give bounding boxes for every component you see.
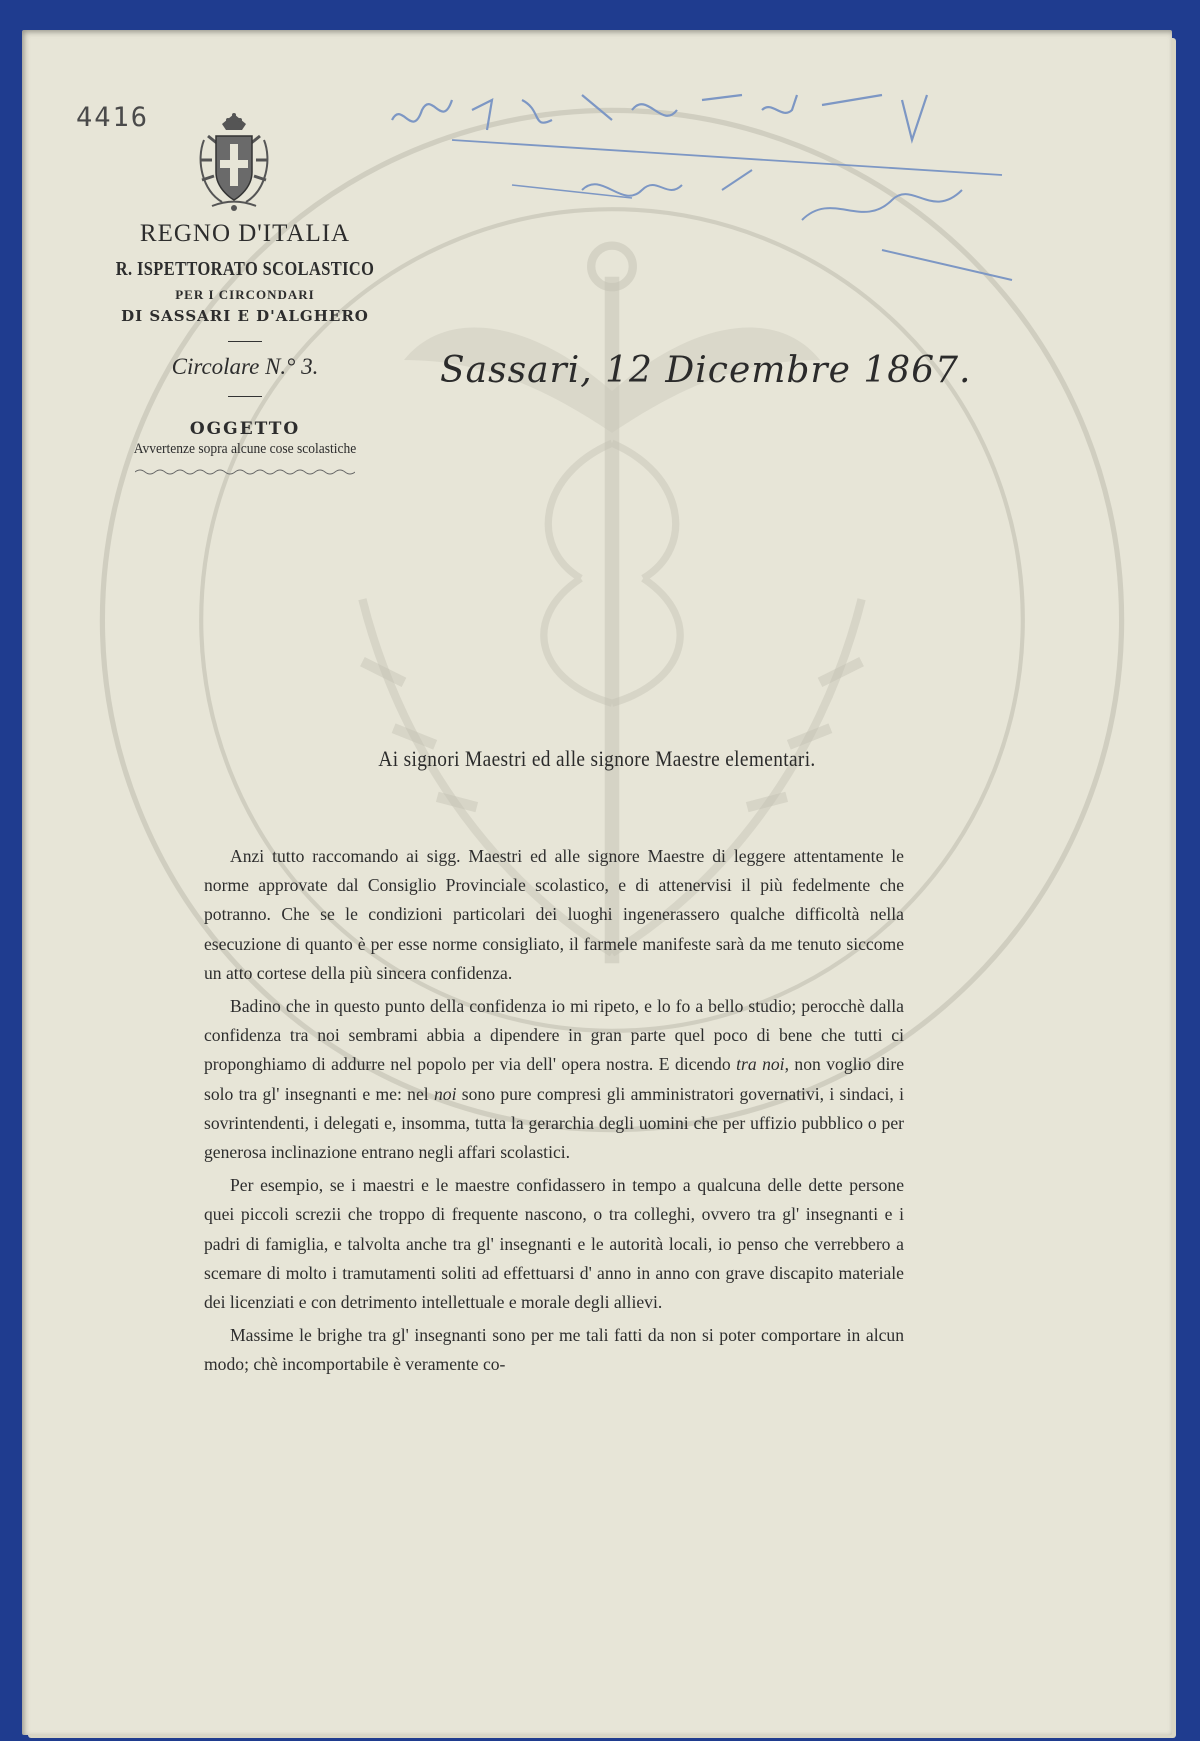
emphasis-text: tra noi <box>736 1054 785 1075</box>
handwritten-date: Sassari, 12 Dicembre 1867. <box>440 350 972 391</box>
subject-text: Avvertenze sopra alcune cose scolastiche <box>133 441 357 457</box>
paragraph-text: Badino che in questo punto della confidenza io mi ripeto, e lo fo a bello studio; perocchè dalla confidenza tra noi sembrami abbia a dipendere in gran parte quel poco di bene che tutti ci proponghiamo di addurre nel popolo per via dell' opera nostra. E dicendo <box>204 996 904 1075</box>
divider <box>228 341 262 342</box>
subject-heading: OGGETTO <box>189 419 301 439</box>
document-page <box>22 30 1172 1735</box>
pencil-annotation <box>382 80 1022 300</box>
office-title: R. ISPETTORATO SCOLASTICO <box>115 258 375 280</box>
paragraph <box>204 992 904 1167</box>
paragraph: Per esempio, se i maestri e le maestre confidassero in tempo a qualcuna delle dette persone quei piccoli screzii che troppo di frequente nascono, o tra colleghi, ovvero tra gl' insegnanti e i padri di famiglia, e talvolta anche tra gl' insegnanti e le autorità locali, io penso che verrebbero a scemare di molto i tramutamenti soliti ad effettuarsi d' anno in anno con grave discapito materiale dei licenziati e con detrimento intellettuale e morale degli allievi. <box>204 1175 904 1313</box>
letter-body <box>204 842 904 1384</box>
kingdom-title: REGNO D'ITALIA <box>139 220 351 247</box>
paragraph: Anzi tutto raccomando ai sigg. Maestri ed alle signore Maestre di leggere attentamente le norme approvate dal Consiglio Provinciale scolastico, e di attenervisi il più fedelmente che potranno. Che se le condizioni particolari dei luoghi ingenerassero qualche difficoltà nella esecuzione di quanto è per esse norme consigliato, il farmele manifeste sarà da me tenuto siccome un atto cortese della più sincera confidenza. <box>204 846 904 983</box>
addressee-line: Ai signori Maestri ed alle signore Maestre elementari. <box>378 746 816 771</box>
divider <box>228 396 262 397</box>
royal-crest-icon <box>192 110 276 214</box>
paragraph-text: sono pure compresi gli amministratori governativi, i sindaci, i sovrintendenti, i delegati e, insomma, tutta la gerarchia degli uomini che per uffizio pubblico o per generosa inclinazione entrano negli affari scolastici. <box>204 1083 904 1163</box>
wavy-divider <box>135 468 355 476</box>
paragraph-text: , non voglio dire solo tra gl' insegnanti e me: nel <box>204 1054 905 1104</box>
paragraph: Massime le brighe tra gl' insegnanti sono per me tali fatti da non si poter comportare in alcun modo; chè incomportabile è veramente co- <box>204 1325 904 1375</box>
districts-prefix: PER I CIRCONDARI <box>175 287 315 302</box>
letterhead <box>80 220 410 481</box>
emphasis-text: noi <box>433 1083 457 1104</box>
districts-title: DI SASSARI E D'ALGHERO <box>121 307 369 325</box>
archive-number: 4416 <box>76 102 150 133</box>
circular-number: Circolare N.° 3. <box>171 354 319 379</box>
